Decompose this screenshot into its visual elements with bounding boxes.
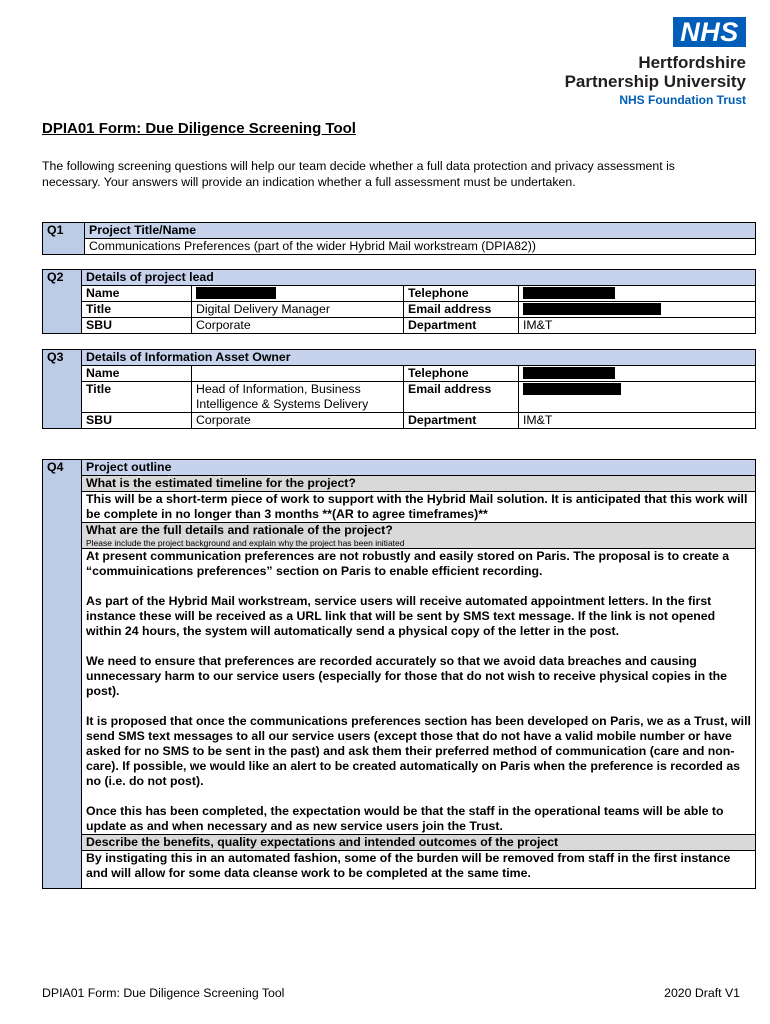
q1-table xyxy=(42,222,756,255)
q3-telephone-value xyxy=(519,366,756,382)
q4-number: Q4 xyxy=(43,460,82,889)
redaction-bar xyxy=(523,383,621,395)
q3-title-label: Title xyxy=(82,382,192,413)
redaction-bar xyxy=(523,303,661,315)
footer-left: DPIA01 Form: Due Diligence Screening Tool xyxy=(42,986,285,1000)
q2-telephone-value xyxy=(519,286,756,302)
org-name-line3: NHS Foundation Trust xyxy=(619,93,746,107)
q2-email-value xyxy=(519,302,756,318)
intro-paragraph: The following screening questions will help our team decide whether a full data protection and privacy assessment is necessary. Your answers will provide an indication whether a full assessment must be undertaken. xyxy=(42,159,675,189)
q2-name-value xyxy=(192,286,404,302)
q2-sbu-label: SBU xyxy=(82,318,192,334)
q2-telephone-label: Telephone xyxy=(404,286,519,302)
q3-label: Details of Information Asset Owner xyxy=(82,350,756,366)
q4-timeline-question: What is the estimated timeline for the project? xyxy=(82,476,756,492)
q2-department-label: Department xyxy=(404,318,519,334)
q4-details-paragraph-2: As part of the Hybrid Mail workstream, service users will receive automated appointment letters. In the first instance these will be received as a URL link that will be sent by SMS text message. If the link is not opened within 24 hours, the system will automatically send a physical copy of the letter in the post. xyxy=(86,594,716,638)
q3-email-label: Email address xyxy=(404,382,519,413)
org-name-line2: Partnership University xyxy=(564,72,746,91)
q3-name-value xyxy=(192,366,404,382)
q1-number: Q1 xyxy=(43,223,85,255)
q3-sbu-value: Corporate xyxy=(192,413,404,429)
q2-title-label: Title xyxy=(82,302,192,318)
q4-details-paragraph-5: Once this has been completed, the expectation would be that the staff in the operational teams will be able to update as and when necessary and as new service users join the Trust. xyxy=(86,804,724,833)
redaction-bar xyxy=(523,367,615,379)
q4-table xyxy=(42,459,756,889)
q3-number: Q3 xyxy=(43,350,82,429)
q3-department-value: IM&T xyxy=(519,413,756,429)
q2-label: Details of project lead xyxy=(82,270,756,286)
q4-details-paragraph-1: At present communication preferences are not robustly and easily stored on Paris. The proposal is to create a “commuinications preferences” section on Paris to enable efficient recording. xyxy=(86,549,730,578)
q4-timeline-answer: This will be a short-term piece of work to support with the Hybrid Mail solution. It is anticipated that this work will be complete in no longer than 3 months **(AR to agree timeframes)** xyxy=(82,492,756,523)
nhs-logo: NHS xyxy=(673,17,746,47)
q3-name-label: Name xyxy=(82,366,192,382)
q4-benefits-answer: By instigating this in an automated fashion, some of the burden will be removed from staff in the first instance and will allow for some data cleanse work to be completed at the same time. xyxy=(82,851,756,889)
q3-sbu-label: SBU xyxy=(82,413,192,429)
q4-details-question-cell xyxy=(82,523,756,549)
q4-details-note: Please include the project background and explain why the project has been initiated xyxy=(86,538,405,548)
footer-right: 2020 Draft V1 xyxy=(664,986,740,1000)
q3-department-label: Department xyxy=(404,413,519,429)
q2-sbu-value: Corporate xyxy=(192,318,404,334)
q1-label: Project Title/Name xyxy=(85,223,756,239)
q2-department-value: IM&T xyxy=(519,318,756,334)
redaction-bar xyxy=(196,287,276,299)
document-title: DPIA01 Form: Due Diligence Screening Tool xyxy=(42,120,356,137)
q3-email-value xyxy=(519,382,756,413)
q4-details-paragraph-4: It is proposed that once the communications preferences section has been developed on Paris, we as a Trust, will send SMS text messages to all our service users (except those that do not have a valid mobile number or have asked for no SMS to be sent in the past) and ask them their preferred method of communication (care and non-care). If possible, we would like an alert to be created automatically on Paris when the preference is recorded as no (i.e. do not post). xyxy=(86,714,751,788)
q2-table xyxy=(42,269,756,334)
q2-name-label: Name xyxy=(82,286,192,302)
q3-table xyxy=(42,349,756,429)
q2-title-value: Digital Delivery Manager xyxy=(192,302,404,318)
q1-value: Communications Preferences (part of the wider Hybrid Mail workstream (DPIA82)) xyxy=(85,239,756,255)
q4-label: Project outline xyxy=(82,460,756,476)
q4-details-answer xyxy=(82,549,756,835)
redaction-bar xyxy=(523,287,615,299)
q2-email-label: Email address xyxy=(404,302,519,318)
q3-telephone-label: Telephone xyxy=(404,366,519,382)
org-name-line1: Hertfordshire xyxy=(638,53,746,72)
q4-benefits-question: Describe the benefits, quality expectations and intended outcomes of the project xyxy=(82,835,756,851)
q2-number: Q2 xyxy=(43,270,82,334)
q3-title-value: Head of Information, Business Intelligence & Systems Delivery xyxy=(192,382,404,413)
q4-details-paragraph-3: We need to ensure that preferences are recorded accurately so that we avoid data breaches and causing unnecessary harm to our service users (especially for those that do not wish to receive physical copies in the post). xyxy=(86,654,728,698)
q4-details-question: What are the full details and rationale of the project? xyxy=(86,523,393,537)
